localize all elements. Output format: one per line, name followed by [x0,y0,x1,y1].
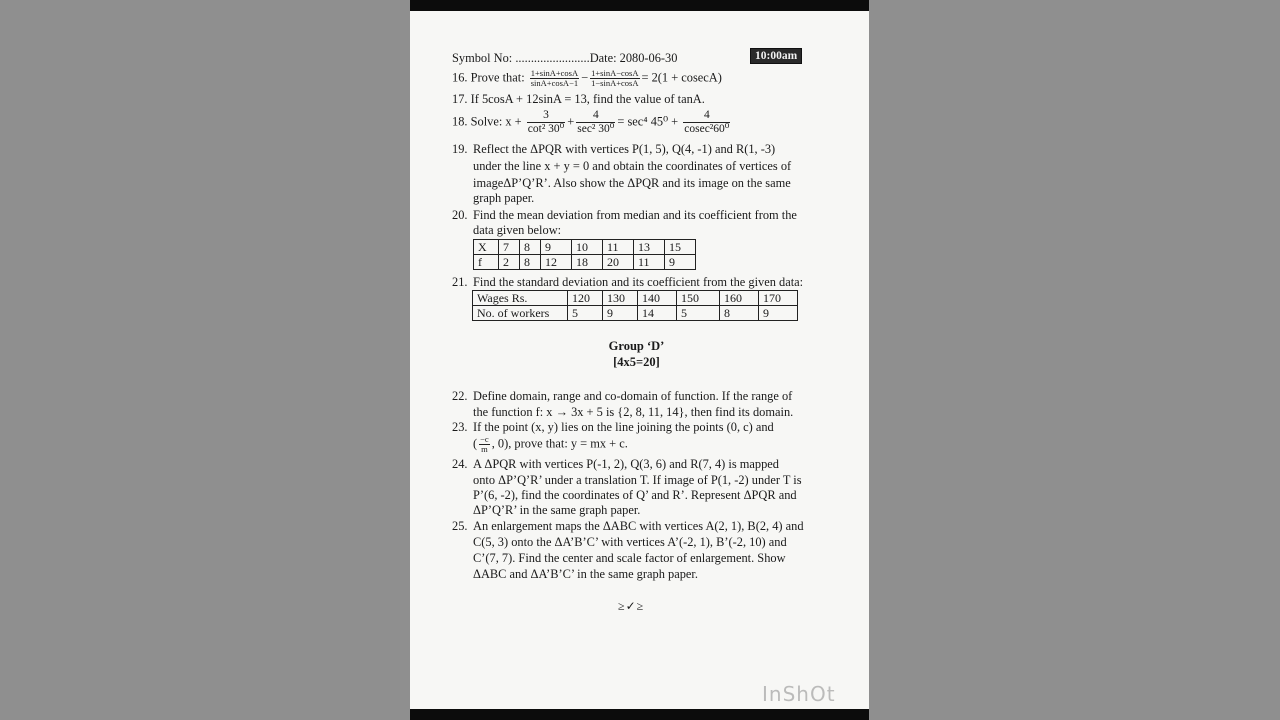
table-row: Wages Rs. 120 130 140 150 160 170 [473,291,798,306]
question-24-line-4: ΔP’Q’R’ in the same graph paper. [473,503,641,517]
question-19-line-2: under the line x + y = 0 and obtain the coordinates of vertices of [473,159,792,173]
table-row: X 7 8 9 10 11 13 15 [474,240,696,255]
end-of-paper-mark: ≥✓≥ [618,599,645,613]
symbol-no-line [452,51,677,66]
date: Date: 2080-06-30 [589,51,678,65]
question-20-number: 20. [452,208,468,222]
question-24-line-2: onto ΔP’Q’R’ under a translation T. If image of P(1, -2) under T is [473,473,802,487]
question-22-line-1: Define domain, range and co-domain of function. If the range of [473,389,793,403]
question-23-line-2: ( $\frac{-c}{m}$ , 0), prove that: y = mx + c. [473,434,628,454]
question-23-line-1: If the point (x, y) lies on the line joining the points (0, c) and [473,420,774,434]
question-25-line-3: C’(7, 7). Find the center and scale factor of enlargement. Show [473,551,786,565]
fraction: $\frac{1+\sin A-\cos A}{1-\sin A+\cos A}$ [591,68,639,88]
question-20-line-2: data given below: [473,223,562,237]
fraction: $\frac{3}{\text{cot² 30⁰}}$ [527,109,565,135]
question-25-line-2: C(5, 3) onto the ΔA’B’C’ with vertices A’(-2, 1), B’(-2, 10) and [473,535,787,549]
question-23-number: 23. [452,420,468,434]
question-22-line-2: the function f: x → 3x + 5 is {2, 8, 11, 14}, then find its domain. [473,405,794,419]
table-row: No. of workers 5 9 14 5 8 9 [473,306,798,321]
inshot-watermark: InShOt [762,682,836,706]
fraction: $\frac{4}{\text{sec² 30⁰}}$ [577,109,615,135]
right-margin-background [869,0,1280,720]
question-25-line-4: ΔABC and ΔA’B’C’ in the same graph paper. [473,567,698,581]
question-25-number: 25. [452,519,468,533]
bottom-black-bar [410,709,869,720]
fraction: $\frac{1+\sin A+\cos A}{\sin A+\cos A-1}$ [530,68,579,88]
exam-paper-page [410,11,869,709]
question-24-number: 24. [452,457,468,471]
question-18: 18. Solve: x + $\frac{3}{\text{cot² 30⁰}}$ + $\frac{4}{\text{sec² 30⁰}}$ = sec⁴ 45⁰ + $\frac{4}{\text{cosec²60⁰}}$ [452,109,730,135]
left-margin-background [0,0,410,720]
question-21-line-1: Find the standard deviation and its coefficient from the given data: [473,275,804,289]
question-19-line-3: imageΔP’Q’R’. Also show the ΔPQR and its image on the same [473,176,791,190]
group-d-marks: [4x5=20] [613,355,660,369]
table-q20 [473,239,696,270]
question-19-line-1: Reflect the ΔPQR with vertices P(1, 5), Q(4, -1) and R(1, -3) [473,142,776,156]
question-19-line-4: graph paper. [473,191,535,205]
top-black-bar [410,0,869,11]
question-22-number: 22. [452,389,468,403]
table-q21 [472,290,798,321]
question-17: 17. If 5cosA + 12sinA = 13, find the value of tanA. [452,92,705,106]
table-row: f 2 8 12 18 20 11 9 [474,255,696,270]
fraction: $\frac{-c}{m}$ [480,434,489,454]
question-24-line-3: P’(6, -2), find the coordinates of Q’ and R’. Represent ΔPQR and [473,488,797,502]
fraction: $\frac{4}{\text{cosec²60⁰}}$ [684,109,730,135]
symbol-no: Symbol No: ........................ [452,51,590,65]
question-25-line-1: An enlargement maps the ΔABC with vertices A(2, 1), B(2, 4) and [473,519,804,533]
group-d-title: Group ‘D’ [608,339,665,353]
question-20-line-1: Find the mean deviation from median and its coefficient from the [473,208,797,222]
question-24-line-1: A ΔPQR with vertices P(-1, 2), Q(3, 6) and R(7, 4) is mapped [473,457,779,471]
question-19-number: 19. [452,142,468,156]
time-badge: 10:00am [750,48,802,64]
question-16: 16. Prove that: $\frac{1+\sin A+\cos A}{\sin A+\cos A-1}$ − $\frac{1+\sin A-\cos A}{1-\sin A+\cos A}$ = 2(1 + cosecA) [452,68,722,88]
question-21-number: 21. [452,275,468,289]
